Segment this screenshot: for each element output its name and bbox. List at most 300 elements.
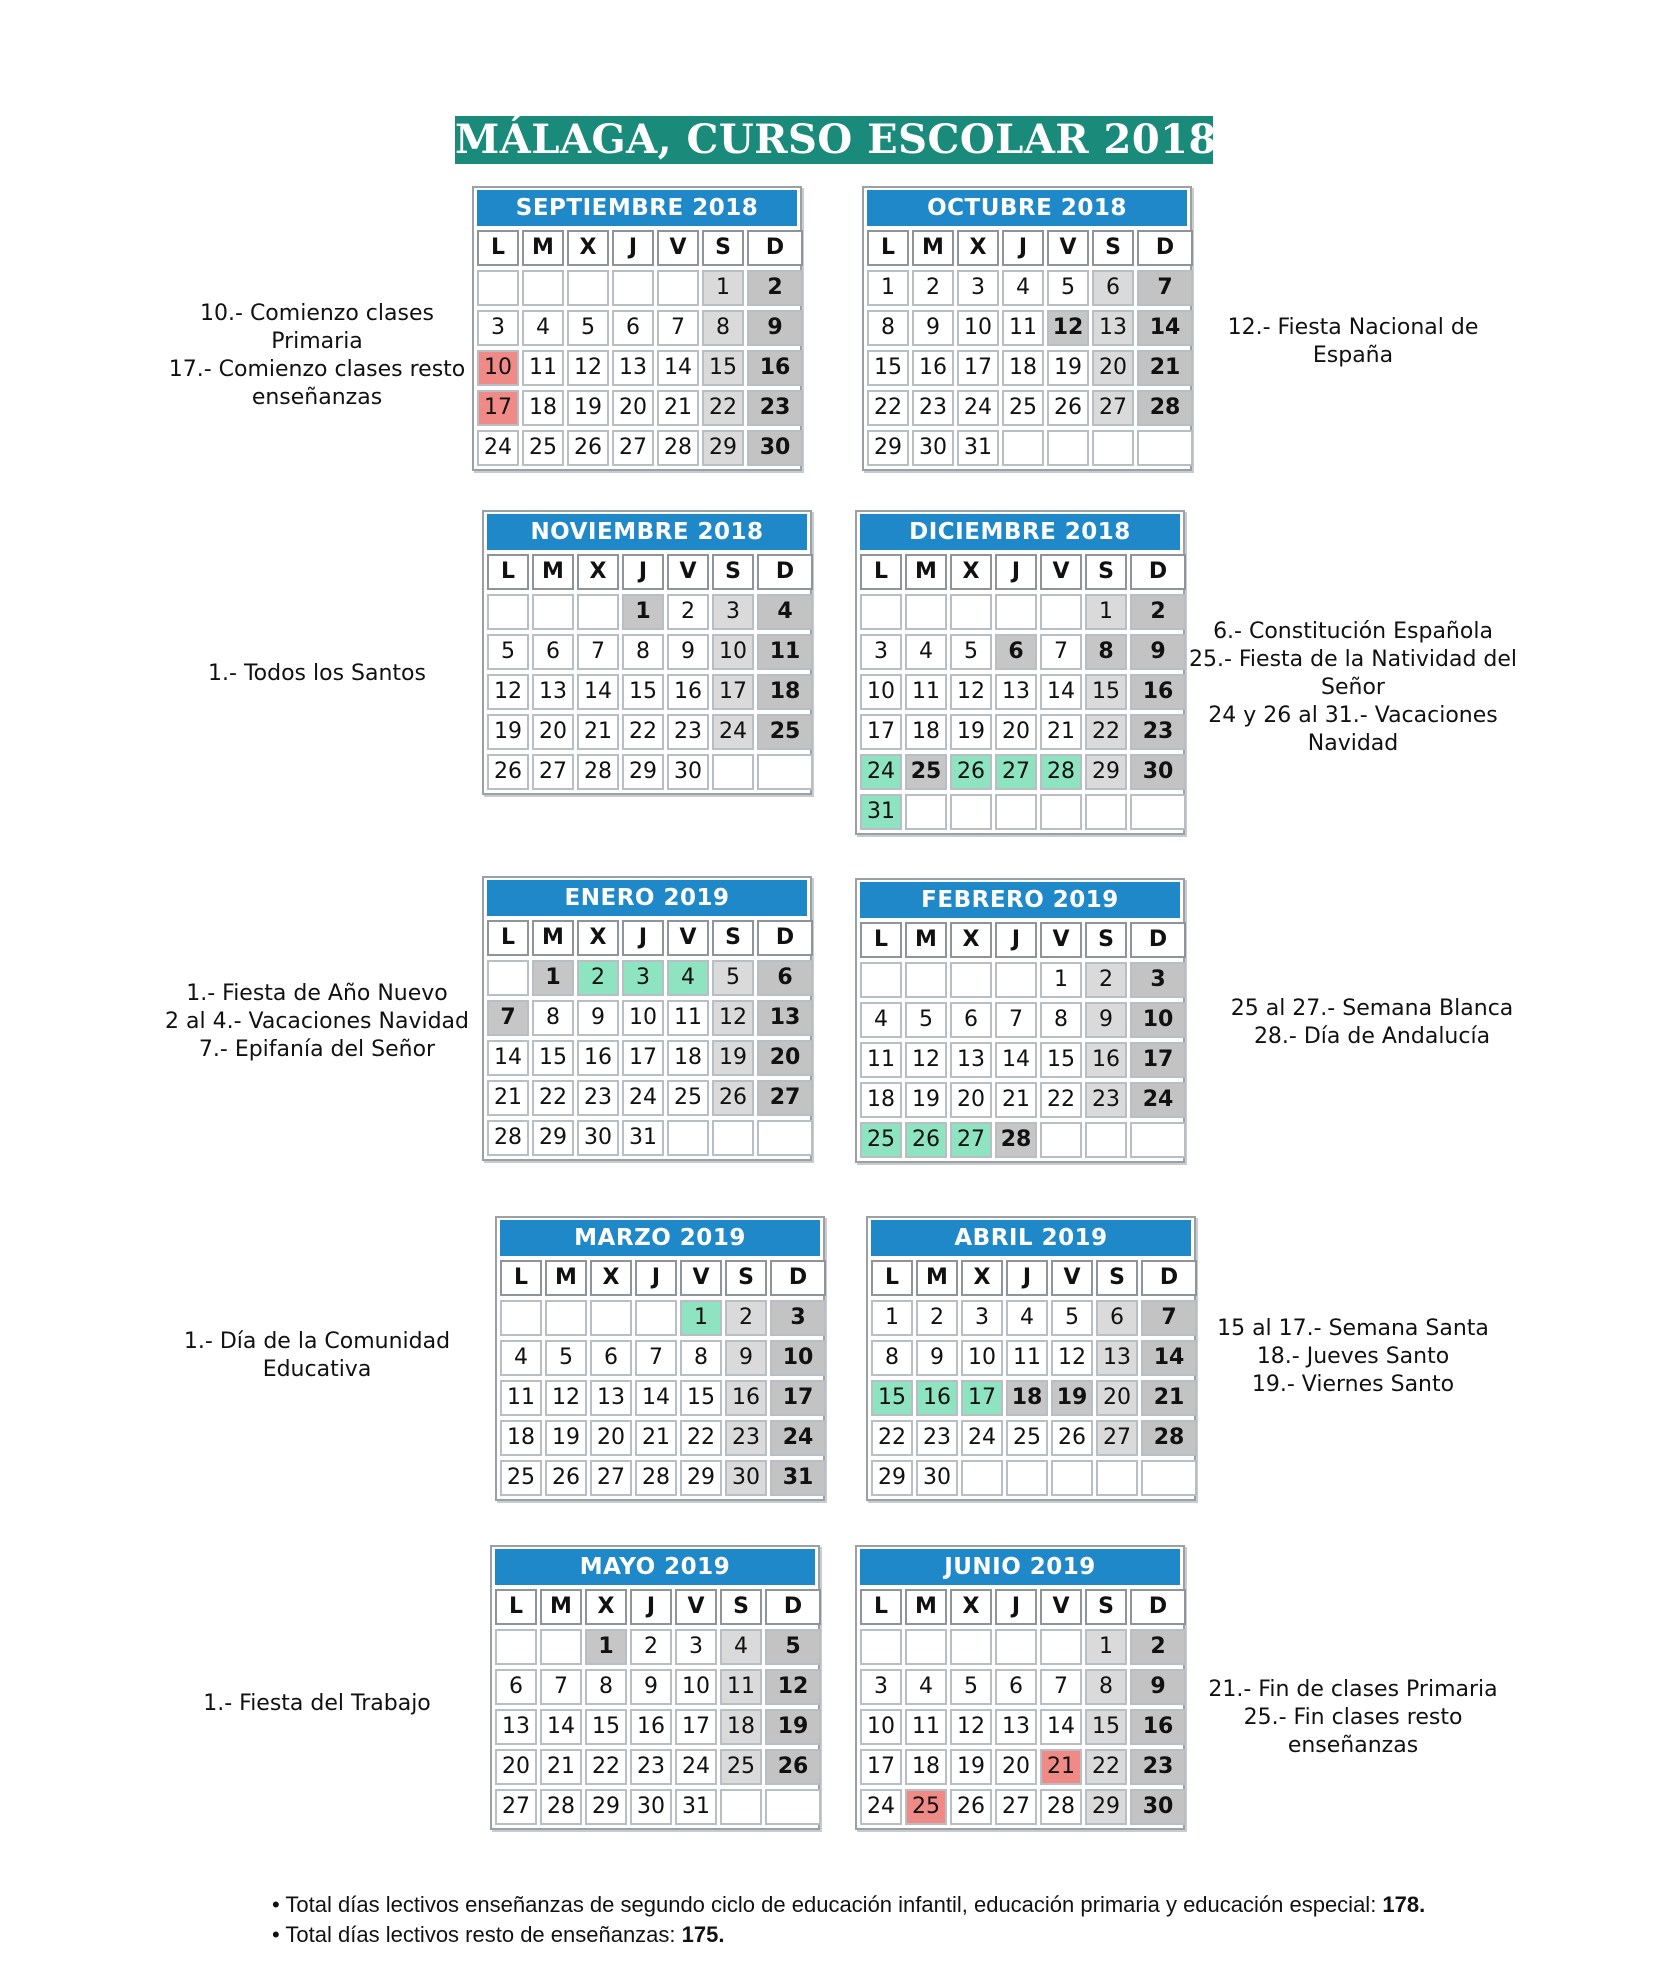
- day-cell: 28: [487, 1120, 529, 1156]
- day-cell: 14: [995, 1042, 1037, 1078]
- day-cell: 17: [860, 1749, 902, 1785]
- day-cell: 8: [1040, 1002, 1082, 1038]
- day-cell: 10: [712, 634, 754, 670]
- note-line: Navidad: [1307, 731, 1399, 756]
- empty-day-cell: [1040, 594, 1082, 630]
- day-cell: 19: [950, 1749, 992, 1785]
- day-cell: 26: [950, 754, 992, 790]
- calendar-january-2019: [482, 876, 812, 1161]
- day-cell: 8: [622, 634, 664, 670]
- day-cell: 26: [712, 1080, 754, 1116]
- weekday-header: L: [477, 230, 519, 266]
- empty-day-cell: [1130, 1122, 1186, 1158]
- notes-may: [152, 1690, 482, 1718]
- weekday-header: J: [622, 920, 664, 956]
- day-cell: 1: [1040, 962, 1082, 998]
- day-cell: 25: [500, 1460, 542, 1496]
- day-cell: 27: [995, 1789, 1037, 1825]
- day-cell: 17: [961, 1380, 1003, 1416]
- day-cell: 18: [905, 714, 947, 750]
- day-cell: 3: [712, 594, 754, 630]
- day-cell: 1: [1085, 1629, 1127, 1665]
- empty-day-cell: [667, 1120, 709, 1156]
- day-cell: 8: [585, 1669, 627, 1705]
- day-cell: 4: [500, 1340, 542, 1376]
- day-cell: 7: [657, 310, 699, 346]
- day-cell: 1: [622, 594, 664, 630]
- note-line: 15 al 17.- Semana Santa: [1217, 1316, 1489, 1341]
- day-cell: 12: [1047, 310, 1089, 346]
- empty-day-cell: [950, 594, 992, 630]
- day-cell: 10: [477, 350, 519, 386]
- month-header: JUNIO 2019: [860, 1549, 1180, 1585]
- day-cell: 18: [522, 390, 564, 426]
- notes-april: [1188, 1315, 1518, 1399]
- day-cell: 7: [540, 1669, 582, 1705]
- day-cell: 29: [532, 1120, 574, 1156]
- day-cell: 25: [522, 430, 564, 466]
- day-cell: 11: [757, 634, 813, 670]
- day-cell: 23: [1130, 1749, 1186, 1785]
- day-cell: 8: [1085, 634, 1127, 670]
- day-cell: 22: [532, 1080, 574, 1116]
- day-cell: 14: [577, 674, 619, 710]
- day-cell: 23: [912, 390, 954, 426]
- page-title: MÁLAGA, CURSO ESCOLAR 2018-2019: [455, 116, 1348, 163]
- footer-line-1: [272, 1892, 1425, 1918]
- day-cell: 26: [487, 754, 529, 790]
- day-cell: 20: [590, 1420, 632, 1456]
- day-cell: 18: [1006, 1380, 1048, 1416]
- day-cell: 20: [612, 390, 654, 426]
- day-cell: 1: [1085, 594, 1127, 630]
- day-cell: 2: [577, 960, 619, 996]
- day-cell: 3: [622, 960, 664, 996]
- day-cell: 6: [950, 1002, 992, 1038]
- day-cell: 25: [1002, 390, 1044, 426]
- day-cell: 17: [675, 1709, 717, 1745]
- weekday-header: M: [905, 554, 947, 590]
- day-cell: 23: [1085, 1082, 1127, 1118]
- day-cell: 21: [1040, 1749, 1082, 1785]
- day-cell: 5: [950, 1669, 992, 1705]
- weekday-header: S: [1085, 922, 1127, 958]
- weekday-header: J: [995, 554, 1037, 590]
- day-cell: 31: [770, 1460, 826, 1496]
- day-cell: 31: [957, 430, 999, 466]
- day-cell: 20: [1096, 1380, 1138, 1416]
- day-cell: 11: [720, 1669, 762, 1705]
- day-cell: 27: [590, 1460, 632, 1496]
- day-cell: 21: [1141, 1380, 1197, 1416]
- day-cell: 17: [622, 1040, 664, 1076]
- weekday-header: M: [540, 1589, 582, 1625]
- empty-day-cell: [712, 1120, 754, 1156]
- day-cell: 11: [522, 350, 564, 386]
- day-cell: 8: [1085, 1669, 1127, 1705]
- day-cell: 2: [747, 270, 803, 306]
- weekday-header: L: [871, 1260, 913, 1296]
- day-cell: 23: [577, 1080, 619, 1116]
- day-cell: 7: [635, 1340, 677, 1376]
- empty-day-cell: [905, 962, 947, 998]
- day-cell: 9: [1130, 634, 1186, 670]
- day-cell: 20: [1092, 350, 1134, 386]
- day-cell: 15: [867, 350, 909, 386]
- weekday-header: L: [495, 1589, 537, 1625]
- note-line: 1.- Día de la Comunidad: [183, 1329, 451, 1354]
- empty-day-cell: [961, 1460, 1003, 1496]
- empty-day-cell: [1040, 794, 1082, 830]
- day-cell: 13: [757, 1000, 813, 1036]
- weekday-header: D: [765, 1589, 821, 1625]
- note-line: 24 y 26 al 31.- Vacaciones: [1208, 703, 1498, 728]
- day-cell: 6: [612, 310, 654, 346]
- weekday-header: D: [747, 230, 803, 266]
- empty-day-cell: [487, 594, 529, 630]
- day-cell: 5: [567, 310, 609, 346]
- day-cell: 4: [1006, 1300, 1048, 1336]
- day-cell: 19: [487, 714, 529, 750]
- day-cell: 15: [622, 674, 664, 710]
- note-line: 1.- Fiesta de Año Nuevo: [186, 981, 448, 1006]
- day-cell: 9: [1130, 1669, 1186, 1705]
- weekday-header: X: [950, 1589, 992, 1625]
- day-cell: 27: [495, 1789, 537, 1825]
- empty-day-cell: [612, 270, 654, 306]
- weekday-header: J: [622, 554, 664, 590]
- weekday-header: X: [957, 230, 999, 266]
- footer-text: • Total días lectivos enseñanzas de segundo ciclo de educación infantil, educación primaria y educación especial:: [272, 1892, 1383, 1917]
- day-cell: 31: [622, 1120, 664, 1156]
- day-cell: 19: [567, 390, 609, 426]
- weekday-header: X: [950, 922, 992, 958]
- weekday-header: X: [577, 554, 619, 590]
- day-cell: 18: [860, 1082, 902, 1118]
- day-cell: 9: [912, 310, 954, 346]
- day-cell: 1: [585, 1629, 627, 1665]
- empty-day-cell: [1040, 1122, 1082, 1158]
- empty-day-cell: [905, 594, 947, 630]
- day-cell: 23: [747, 390, 803, 426]
- day-cell: 26: [545, 1460, 587, 1496]
- empty-day-cell: [532, 594, 574, 630]
- day-cell: 16: [667, 674, 709, 710]
- day-cell: 9: [747, 310, 803, 346]
- day-cell: 22: [702, 390, 744, 426]
- weekday-header: X: [585, 1589, 627, 1625]
- empty-day-cell: [1002, 430, 1044, 466]
- day-cell: 10: [675, 1669, 717, 1705]
- day-cell: 17: [860, 714, 902, 750]
- day-cell: 26: [1051, 1420, 1093, 1456]
- weekday-header: J: [995, 922, 1037, 958]
- day-cell: 19: [905, 1082, 947, 1118]
- weekday-header: X: [950, 554, 992, 590]
- day-cell: 21: [635, 1420, 677, 1456]
- empty-day-cell: [495, 1629, 537, 1665]
- day-cell: 25: [667, 1080, 709, 1116]
- day-cell: 3: [1130, 962, 1186, 998]
- day-cell: 16: [725, 1380, 767, 1416]
- day-cell: 29: [1085, 754, 1127, 790]
- day-cell: 30: [725, 1460, 767, 1496]
- weekday-header: S: [725, 1260, 767, 1296]
- day-cell: 24: [961, 1420, 1003, 1456]
- day-cell: 24: [477, 430, 519, 466]
- empty-day-cell: [1040, 1629, 1082, 1665]
- weekday-header: V: [1040, 922, 1082, 958]
- day-cell: 28: [635, 1460, 677, 1496]
- day-cell: 29: [871, 1460, 913, 1496]
- weekday-header: V: [667, 554, 709, 590]
- note-line: 2 al 4.- Vacaciones Navidad: [165, 1009, 469, 1034]
- month-grid: [860, 922, 1180, 1158]
- month-grid: [860, 554, 1180, 830]
- note-line: 7.- Epifanía del Señor: [198, 1037, 436, 1062]
- weekday-header: D: [1130, 554, 1186, 590]
- day-cell: 7: [1137, 270, 1193, 306]
- month-header: ABRIL 2019: [871, 1220, 1191, 1256]
- day-cell: 3: [860, 1669, 902, 1705]
- day-cell: 16: [1130, 1709, 1186, 1745]
- day-cell: 11: [860, 1042, 902, 1078]
- day-cell: 19: [765, 1709, 821, 1745]
- day-cell: 13: [532, 674, 574, 710]
- day-cell: 19: [950, 714, 992, 750]
- day-cell: 15: [680, 1380, 722, 1416]
- footer-line-2: [272, 1922, 724, 1948]
- calendar-september-2018: [472, 186, 802, 471]
- day-cell: 17: [770, 1380, 826, 1416]
- weekday-header: D: [770, 1260, 826, 1296]
- day-cell: 2: [667, 594, 709, 630]
- day-cell: 29: [680, 1460, 722, 1496]
- day-cell: 28: [1040, 754, 1082, 790]
- day-cell: 28: [540, 1789, 582, 1825]
- day-cell: 12: [1051, 1340, 1093, 1376]
- day-cell: 28: [995, 1122, 1037, 1158]
- day-cell: 29: [622, 754, 664, 790]
- weekday-header: L: [500, 1260, 542, 1296]
- empty-day-cell: [995, 594, 1037, 630]
- weekday-header: X: [590, 1260, 632, 1296]
- weekday-header: M: [532, 920, 574, 956]
- day-cell: 4: [905, 634, 947, 670]
- day-cell: 18: [500, 1420, 542, 1456]
- day-cell: 19: [1051, 1380, 1093, 1416]
- empty-day-cell: [1130, 794, 1186, 830]
- day-cell: 21: [1040, 714, 1082, 750]
- month-grid: [487, 554, 807, 790]
- empty-day-cell: [1051, 1460, 1093, 1496]
- day-cell: 24: [860, 754, 902, 790]
- empty-day-cell: [1137, 430, 1193, 466]
- weekday-header: J: [635, 1260, 677, 1296]
- day-cell: 2: [1085, 962, 1127, 998]
- day-cell: 15: [871, 1380, 913, 1416]
- day-cell: 15: [1085, 1709, 1127, 1745]
- notes-december: [1188, 618, 1518, 758]
- day-cell: 8: [867, 310, 909, 346]
- day-cell: 6: [590, 1340, 632, 1376]
- day-cell: 25: [905, 754, 947, 790]
- day-cell: 26: [905, 1122, 947, 1158]
- day-cell: 27: [995, 754, 1037, 790]
- day-cell: 24: [1130, 1082, 1186, 1118]
- empty-day-cell: [860, 962, 902, 998]
- day-cell: 6: [1096, 1300, 1138, 1336]
- day-cell: 8: [680, 1340, 722, 1376]
- day-cell: 12: [545, 1380, 587, 1416]
- day-cell: 16: [630, 1709, 672, 1745]
- day-cell: 9: [630, 1669, 672, 1705]
- day-cell: 4: [1002, 270, 1044, 306]
- day-cell: 20: [950, 1082, 992, 1118]
- day-cell: 23: [630, 1749, 672, 1785]
- day-cell: 7: [995, 1002, 1037, 1038]
- day-cell: 1: [702, 270, 744, 306]
- empty-day-cell: [487, 960, 529, 996]
- day-cell: 23: [916, 1420, 958, 1456]
- day-cell: 4: [860, 1002, 902, 1038]
- day-cell: 2: [725, 1300, 767, 1336]
- day-cell: 14: [487, 1040, 529, 1076]
- calendar-april-2019: [866, 1216, 1196, 1501]
- note-line: 19.- Viernes Santo: [1251, 1372, 1455, 1397]
- empty-day-cell: [540, 1629, 582, 1665]
- day-cell: 13: [590, 1380, 632, 1416]
- month-header: NOVIEMBRE 2018: [487, 514, 807, 550]
- weekday-header: V: [1040, 1589, 1082, 1625]
- day-cell: 25: [1006, 1420, 1048, 1456]
- day-cell: 16: [916, 1380, 958, 1416]
- day-cell: 13: [495, 1709, 537, 1745]
- day-cell: 6: [757, 960, 813, 996]
- empty-day-cell: [477, 270, 519, 306]
- empty-day-cell: [1085, 794, 1127, 830]
- month-grid: [487, 920, 807, 1156]
- day-cell: 14: [540, 1709, 582, 1745]
- weekday-header: V: [1051, 1260, 1093, 1296]
- day-cell: 10: [860, 674, 902, 710]
- day-cell: 16: [912, 350, 954, 386]
- empty-day-cell: [950, 1629, 992, 1665]
- day-cell: 19: [545, 1420, 587, 1456]
- day-cell: 30: [1130, 1789, 1186, 1825]
- day-cell: 14: [657, 350, 699, 386]
- empty-day-cell: [522, 270, 564, 306]
- day-cell: 27: [532, 754, 574, 790]
- day-cell: 18: [757, 674, 813, 710]
- day-cell: 13: [612, 350, 654, 386]
- day-cell: 1: [680, 1300, 722, 1336]
- day-cell: 30: [577, 1120, 619, 1156]
- day-cell: 25: [860, 1122, 902, 1158]
- calendar-march-2019: [495, 1216, 825, 1501]
- month-header: MAYO 2019: [495, 1549, 815, 1585]
- empty-day-cell: [950, 962, 992, 998]
- calendar-november-2018: [482, 510, 812, 795]
- day-cell: 27: [950, 1122, 992, 1158]
- day-cell: 26: [567, 430, 609, 466]
- weekday-header: V: [1040, 554, 1082, 590]
- weekday-header: J: [995, 1589, 1037, 1625]
- day-cell: 6: [1092, 270, 1134, 306]
- day-cell: 7: [1141, 1300, 1197, 1336]
- day-cell: 14: [1040, 1709, 1082, 1745]
- calendar-october-2018: [862, 186, 1192, 471]
- day-cell: 12: [950, 1709, 992, 1745]
- weekday-header: S: [1085, 1589, 1127, 1625]
- empty-day-cell: [995, 1629, 1037, 1665]
- month-header: OCTUBRE 2018: [867, 190, 1187, 226]
- empty-day-cell: [1141, 1460, 1197, 1496]
- day-cell: 22: [1085, 714, 1127, 750]
- footer-total: 178.: [1382, 1892, 1426, 1917]
- day-cell: 4: [720, 1629, 762, 1665]
- day-cell: 15: [1040, 1042, 1082, 1078]
- empty-day-cell: [500, 1300, 542, 1336]
- note-line: 18.- Jueves Santo: [1256, 1344, 1450, 1369]
- day-cell: 26: [765, 1749, 821, 1785]
- day-cell: 2: [630, 1629, 672, 1665]
- weekday-header: J: [630, 1589, 672, 1625]
- day-cell: 28: [1141, 1420, 1197, 1456]
- weekday-header: M: [545, 1260, 587, 1296]
- weekday-header: X: [577, 920, 619, 956]
- day-cell: 24: [675, 1749, 717, 1785]
- weekday-header: L: [487, 554, 529, 590]
- day-cell: 25: [757, 714, 813, 750]
- day-cell: 11: [1006, 1340, 1048, 1376]
- day-cell: 24: [770, 1420, 826, 1456]
- note-line: 25.- Fin clases resto: [1243, 1705, 1463, 1730]
- weekday-header: S: [1096, 1260, 1138, 1296]
- weekday-header: S: [712, 554, 754, 590]
- note-line: 25.- Fiesta de la Natividad del: [1188, 647, 1518, 672]
- weekday-header: S: [720, 1589, 762, 1625]
- day-cell: 6: [495, 1669, 537, 1705]
- day-cell: 15: [1085, 674, 1127, 710]
- day-cell: 24: [712, 714, 754, 750]
- day-cell: 31: [860, 794, 902, 830]
- empty-day-cell: [567, 270, 609, 306]
- month-grid: [495, 1589, 815, 1825]
- day-cell: 21: [1137, 350, 1193, 386]
- day-cell: 10: [622, 1000, 664, 1036]
- weekday-header: V: [680, 1260, 722, 1296]
- day-cell: 15: [532, 1040, 574, 1076]
- empty-day-cell: [1006, 1460, 1048, 1496]
- day-cell: 18: [1002, 350, 1044, 386]
- day-cell: 10: [961, 1340, 1003, 1376]
- day-cell: 30: [630, 1789, 672, 1825]
- note-line: 12.- Fiesta Nacional de: [1227, 315, 1479, 340]
- weekday-header: V: [675, 1589, 717, 1625]
- day-cell: 27: [1096, 1420, 1138, 1456]
- note-line: Señor: [1321, 675, 1385, 700]
- notes-november: [152, 660, 482, 688]
- notes-march: [152, 1328, 482, 1384]
- notes-september: [152, 300, 482, 412]
- weekday-header: V: [657, 230, 699, 266]
- weekday-header: S: [712, 920, 754, 956]
- day-cell: 11: [905, 1709, 947, 1745]
- day-cell: 12: [567, 350, 609, 386]
- month-header: MARZO 2019: [500, 1220, 820, 1256]
- notes-january: [152, 980, 482, 1064]
